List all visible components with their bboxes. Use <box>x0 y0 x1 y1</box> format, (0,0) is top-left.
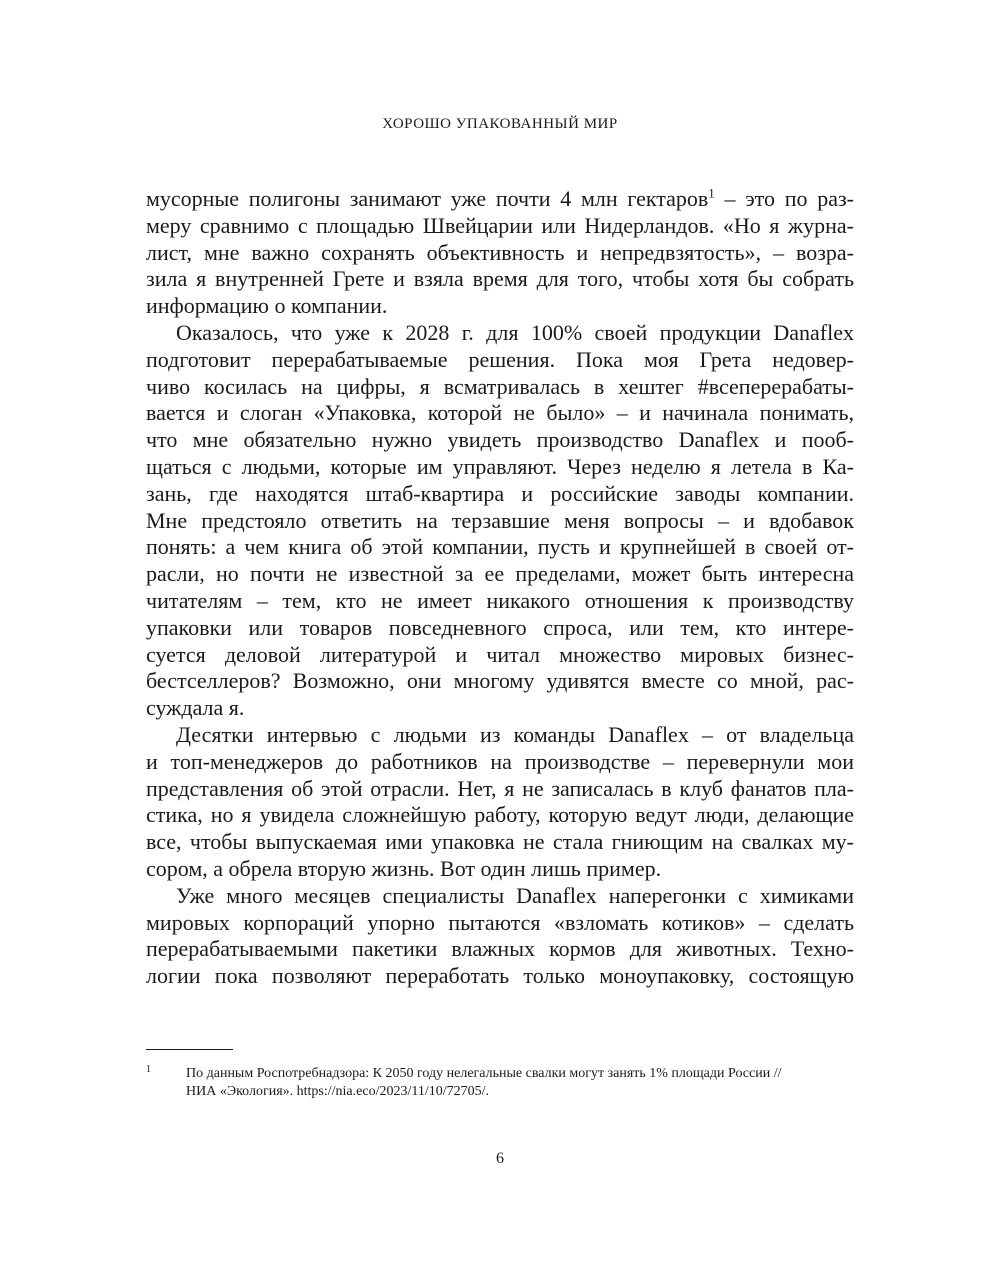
body-line-15: расли, но почти не известной за ее пределами, может быть интересна <box>146 561 854 587</box>
body-line-24: стика, но я увидела сложнейшую работу, которую ведут люди, делающие <box>146 802 854 828</box>
footnote-text <box>186 1065 854 1101</box>
page-number: 6 <box>496 1150 504 1167</box>
footnote-line-2[interactable]: НИА «Экология». https://nia.eco/2023/11/10/72705/. <box>186 1084 489 1099</box>
body-line-27: Уже много месяцев специалисты Danaflex наперегонки с химиками <box>176 882 854 908</box>
body-line-18: суется деловой литературой и читал множество мировых бизнес- <box>146 641 854 667</box>
footnote-number: 1 <box>146 1064 151 1075</box>
body-line-3: лист, мне важно сохранять объективность и непредвзятость», – возра- <box>146 239 854 265</box>
body-line-21: Десятки интервью с людьми из команды Danaflex – от владельца <box>176 721 854 747</box>
body-line-6: Оказалось, что уже к 2028 г. для 100% своей продукции Danaflex <box>176 319 854 345</box>
body-line-20: суждала я. <box>146 695 245 721</box>
body-line-13: Мне предстояло ответить на терзавшие меня вопросы – и вдобавок <box>146 507 854 533</box>
body-line-23: представления об этой отрасли. Нет, я не записалась в клуб фанатов пла- <box>146 775 854 801</box>
footnote-divider <box>146 1049 233 1050</box>
body-line-11: щаться с людьми, которые им управляют. Через неделю я летела в Ка- <box>146 453 854 479</box>
body-line-16: читателям – тем, кто не имеет никакого отношения к производству <box>146 587 854 613</box>
body-line-25: все, чтобы выпускаемая ими упаковка не стала гниющим на свалках му- <box>146 829 854 855</box>
body-line-26: сором, а обрела вторую жизнь. Вот один лишь пример. <box>146 855 662 881</box>
footnote-reference[interactable]: 1 <box>708 186 715 201</box>
footnote <box>146 1065 854 1101</box>
body-line-12: зань, где находятся штаб-квартира и российские заводы компании. <box>146 480 854 506</box>
body-line-30: логии пока позволяют переработать только моноупаковку, состоящую <box>146 963 854 989</box>
body-line-7: подготовит перерабатываемые решения. Пока моя Грета недовер- <box>146 346 854 372</box>
body-line-22: и топ-менеджеров до работников на производстве – перевернули мои <box>146 748 854 774</box>
body-line-9: вается и слоган «Упаковка, которой не было» – и начинала понимать, <box>146 400 854 426</box>
body-line-14: понять: а чем книга об этой компании, пусть и крупнейшей в своей от- <box>146 534 854 560</box>
body-line-17: упаковки или товаров повседневного спроса, или тем, кто интере- <box>146 614 854 640</box>
body-line-4: зила я внутренней Грете и взяла время для того, чтобы хотя бы собрать <box>146 266 854 292</box>
body-line-28: мировых корпораций упорно пытаются «взломать котиков» – сделать <box>146 909 854 935</box>
body-line-10: что мне обязательно нужно увидеть производство Danaflex и пооб- <box>146 427 854 453</box>
body-line-8: чиво косилась на цифры, я всматривалась в хештег #всеперерабаты- <box>146 373 854 399</box>
body-line-1: мусорные полигоны занимают уже почти 4 млн гектаров$^1$ – это по раз- <box>146 186 854 211</box>
body-text <box>146 186 854 990</box>
body-line-2: меру сравнимо с площадью Швейцарии или Нидерландов. «Но я журна- <box>146 212 854 238</box>
body-line-19: бестселлеров? Возможно, они многому удивятся вместе со мной, рас- <box>146 668 854 694</box>
running-head-title: ХОРОШО УПАКОВАННЫЙ МИР <box>382 116 618 132</box>
footnote-line-1: По данным Роспотребнадзора: К 2050 году нелегальные свалки могут занять 1% площади России // <box>186 1066 782 1081</box>
body-line-29: перерабатываемыми пакетики влажных кормов для животных. Техно- <box>146 936 854 962</box>
body-line-5: информацию о компании. <box>146 293 388 319</box>
